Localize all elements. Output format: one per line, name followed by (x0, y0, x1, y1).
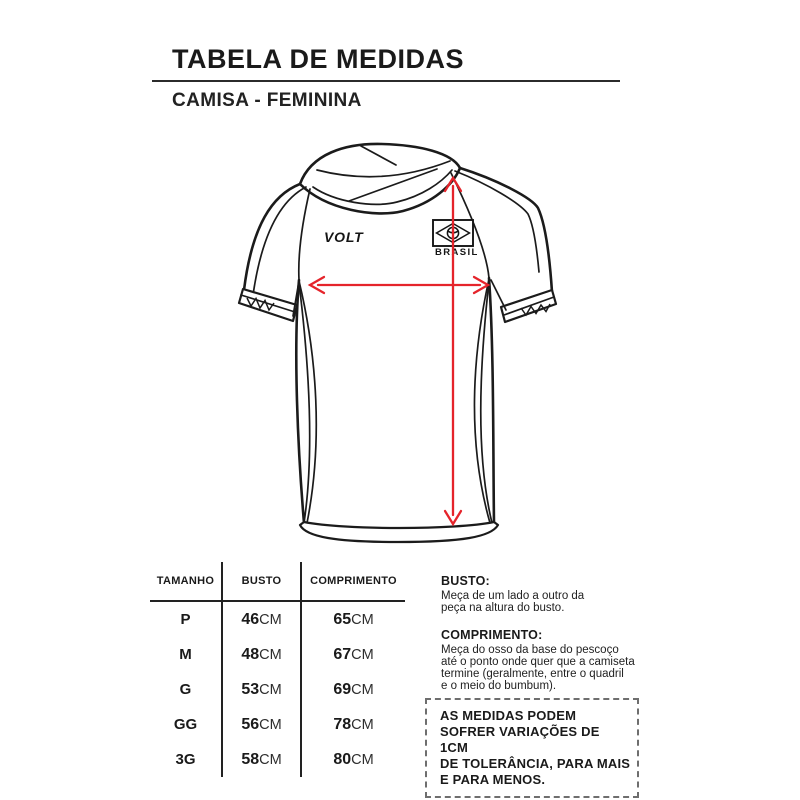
bust-heading: BUSTO: (441, 574, 490, 588)
length-cell: 65 CM (333, 610, 374, 628)
bust-instruction: BUSTO: Meça de um lado a outro da peça na altura do busto. (441, 574, 635, 614)
measurements-table (150, 562, 405, 777)
size-cell: P (150, 602, 223, 637)
bust-cell: 48 CM (223, 637, 302, 672)
bust-cell: 56 CM (223, 707, 302, 742)
brasil-flag-icon (433, 220, 479, 258)
length-cell: 80 CM (333, 750, 374, 768)
tolerance-note: AS MEDIDAS PODEM SOFRER VARIAÇÕES DE 1CM DE TOLERÂNCIA, PARA MAIS E PARA MENOS. (425, 698, 639, 798)
length-cell: 78 CM (333, 715, 374, 733)
hem-band (300, 522, 498, 542)
size-cell: 3G (150, 742, 223, 777)
bust-cell: 58 CM (223, 742, 302, 777)
title-divider (152, 80, 620, 82)
page-title: TABELA DE MEDIDAS (172, 44, 464, 74)
col-header-bust: BUSTO (223, 562, 302, 602)
collar (300, 144, 460, 213)
length-instruction: COMPRIMENTO: Meça do osso da base do pescoço até o ponto onde quer que a camiseta termine (geralmente, entre o quadril e o meio do bumbum). (441, 628, 635, 692)
measure-instructions (441, 574, 635, 706)
length-heading: COMPRIMENTO: (441, 628, 543, 642)
shirt-body (296, 278, 498, 542)
shirt-illustration (140, 140, 660, 560)
length-cell: 69 CM (333, 680, 374, 698)
col-header-length: COMPRIMENTO (302, 562, 405, 602)
volt-logo: VOLT (324, 229, 364, 245)
bust-measure-arrow (310, 277, 488, 293)
bust-cell: 53 CM (223, 672, 302, 707)
size-cell: GG (150, 707, 223, 742)
bust-cell: 46 CM (223, 602, 302, 637)
length-cell: 67 CM (333, 645, 374, 663)
col-header-size: TAMANHO (150, 562, 223, 602)
size-cell: G (150, 672, 223, 707)
page-subtitle: CAMISA - FEMININA (172, 90, 362, 111)
size-cell: M (150, 637, 223, 672)
brasil-label: BRASIL (435, 247, 479, 258)
left-sleeve (239, 184, 310, 321)
